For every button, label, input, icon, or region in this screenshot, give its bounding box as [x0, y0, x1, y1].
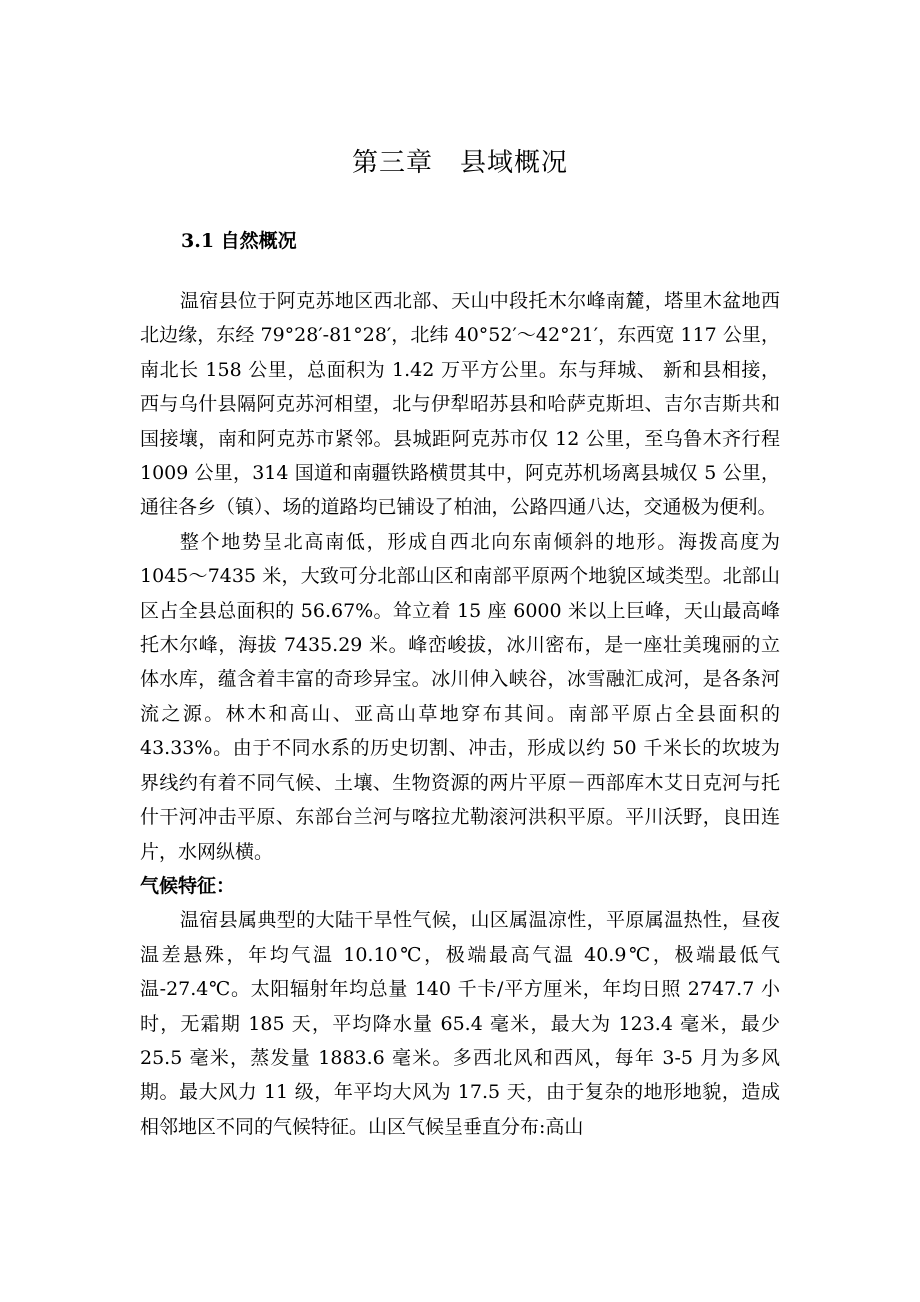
climate-subheading: 气候特征：	[140, 874, 236, 897]
paragraph-location: 温宿县位于阿克苏地区西北部、天山中段托木尔峰南麓，塔里木盆地西北边缘，东经 79°28′-81°28′，北纬 40°52′～42°21′，东西宽 117 公里，南北长 158 公里，总面积为 1.42 万平方公里。东与拜城、 新和县相接，西与乌什县隔阿克苏河相望，北与伊犁昭苏县和哈萨克斯坦、吉尔吉斯共和国接壤，南和阿克苏市紧邻。县城距阿克苏市仅 12 公里，至乌鲁木齐行程 1009 公里，314 国道和南疆铁路横贯其中，阿克苏机场离县城仅 5 公里，通往各乡（镇）、场的道路均已铺设了柏油，公路四通八达，交通极为便利。	[140, 290, 780, 519]
paragraph-terrain: 整个地势呈北高南低，形成自西北向东南倾斜的地形。海拨高度为 1045～7435 米，大致可分北部山区和南部平原两个地貌区域类型。北部山区占全县总面积的 56.67%。耸立着 15 座 6000 米以上巨峰，天山最高峰托木尔峰，海拔 7435.29 米。峰峦峻拔，冰川密布，是一座壮美瑰丽的立体水库，蕴含着丰富的奇珍异宝。冰川伸入峡谷，冰雪融汇成河，是各条河流之源。林木和高山、亚高山草地穿布其间。南部平原占全县面积的 43.33%。由于不同水系的历史切割、冲击，形成以约 50 千米长的坎坡为界线约有着不同气候、土壤、生物资源的两片平原－西部库木艾日克河与托什干河冲击平原、东部台兰河与喀拉尤勒滚河洪积平原。平川沃野，良田连片，水网纵横。	[140, 530, 780, 863]
paragraph-climate: 温宿县属典型的大陆干旱性气候，山区属温凉性，平原属温热性，昼夜温差悬殊，年均气温 10.10℃，极端最高气温 40.9℃，极端最低气温-27.4℃。太阳辐射年均总量 140 千卡/平方厘米，年均日照 2747.7 小时，无霜期 185 天，平均降水量 65.4 毫米，最大为 123.4 毫米，最少 25.5 毫米，蒸发量 1883.6 毫米。多西北风和西风，每年 3-5 月为多风期。最大风力 11 级，年平均大风为 17.5 天，由于复杂的地形地貌，造成相邻地区不同的气候特征。山区气候呈垂直分布:高山	[140, 909, 780, 1138]
section-heading: 3.1 自然概况	[181, 230, 297, 252]
body-text	[140, 284, 780, 1144]
chapter-title: 第三章 县域概况	[351, 148, 568, 178]
